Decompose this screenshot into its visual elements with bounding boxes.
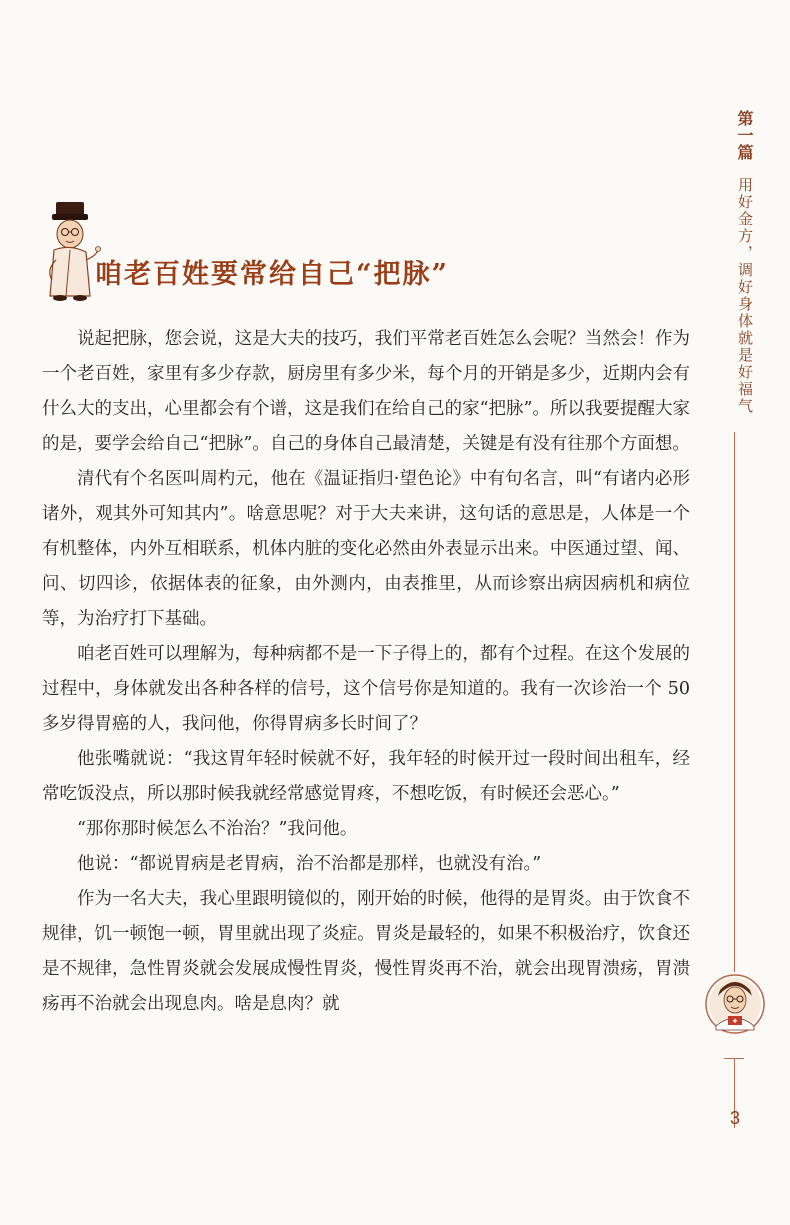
body-text	[42, 322, 690, 1022]
paragraph: 咱老百姓可以理解为，每种病都不是一下子得上的，都有个过程。在这个发展的过程中，身体就发出各种各样的信号，这个信号你是知道的。我有一次诊治一个 50 多岁得胃癌的人，我问他，你得胃病多长时间了？	[42, 644, 690, 734]
side-divider-line	[734, 432, 735, 972]
paragraph: 他说：“都说胃病是老胃病，治不治都是那样，也就没有治。”	[77, 854, 542, 874]
part-subtitle: 用好金方，调好身体就是好福气	[736, 177, 754, 415]
paragraph: “那你那时候怎么不治治？”我问他。	[77, 819, 358, 839]
paragraph: 清代有个名医叫周杓元，他在《温证指归·望色论》中有句名言，叫“有诸内必形诸外，观其外可知其内”。啥意思呢？对于大夫来讲，这句话的意思是，人体是一个有机整体，内外互相联系，机体内脏的变化必然由外表显示出来。中医通过望、闻、问、切四诊，依据体表的征象，由外测内，由表推里，从而诊察出病因病机和病位等，为治疗打下基础。	[42, 469, 690, 629]
part-label: 第一篇	[735, 110, 754, 161]
page-number: 3	[729, 1108, 740, 1128]
paragraph: 他张嘴就说：“我这胃年轻时候就不好，我年轻的时候开过一段时间出租车，经常吃饭没点，所以那时候我就经常感觉胃疼，不想吃饭，有时候还会恶心。”	[42, 749, 690, 804]
paragraph: 说起把脉，您会说，这是大夫的技巧，我们平常老百姓怎么会呢？当然会！作为一个老百姓，家里有多少存款，厨房里有多少米，每个月的开销是多少，近期内会有什么大的支出，心里都会有个谱，这是我们在给自己的家“把脉”。所以我要提醒大家的是，要学会给自己“把脉”。自己的身体自己最清楚，关键是有没有往那个方面想。	[42, 329, 690, 454]
scholar-illustration-icon	[32, 196, 102, 304]
paragraph: 作为一名大夫，我心里跟明镜似的，刚开始的时候，他得的是胃炎。由于饮食不规律，饥一顿饱一顿，胃里就出现了炎症。胃炎是最轻的，如果不积极治疗，饮食还是不规律，急性胃炎就会发展成慢性胃炎，慢性胃炎再不治，就会出现胃溃疡，胃溃疡再不治就会出现息肉。啥是息肉？就	[42, 889, 690, 1014]
svg-text:✚: ✚	[732, 1018, 738, 1025]
doctor-portrait-icon	[704, 970, 766, 1050]
section-title: 咱老百姓要常给自己“把脉”	[95, 259, 450, 290]
